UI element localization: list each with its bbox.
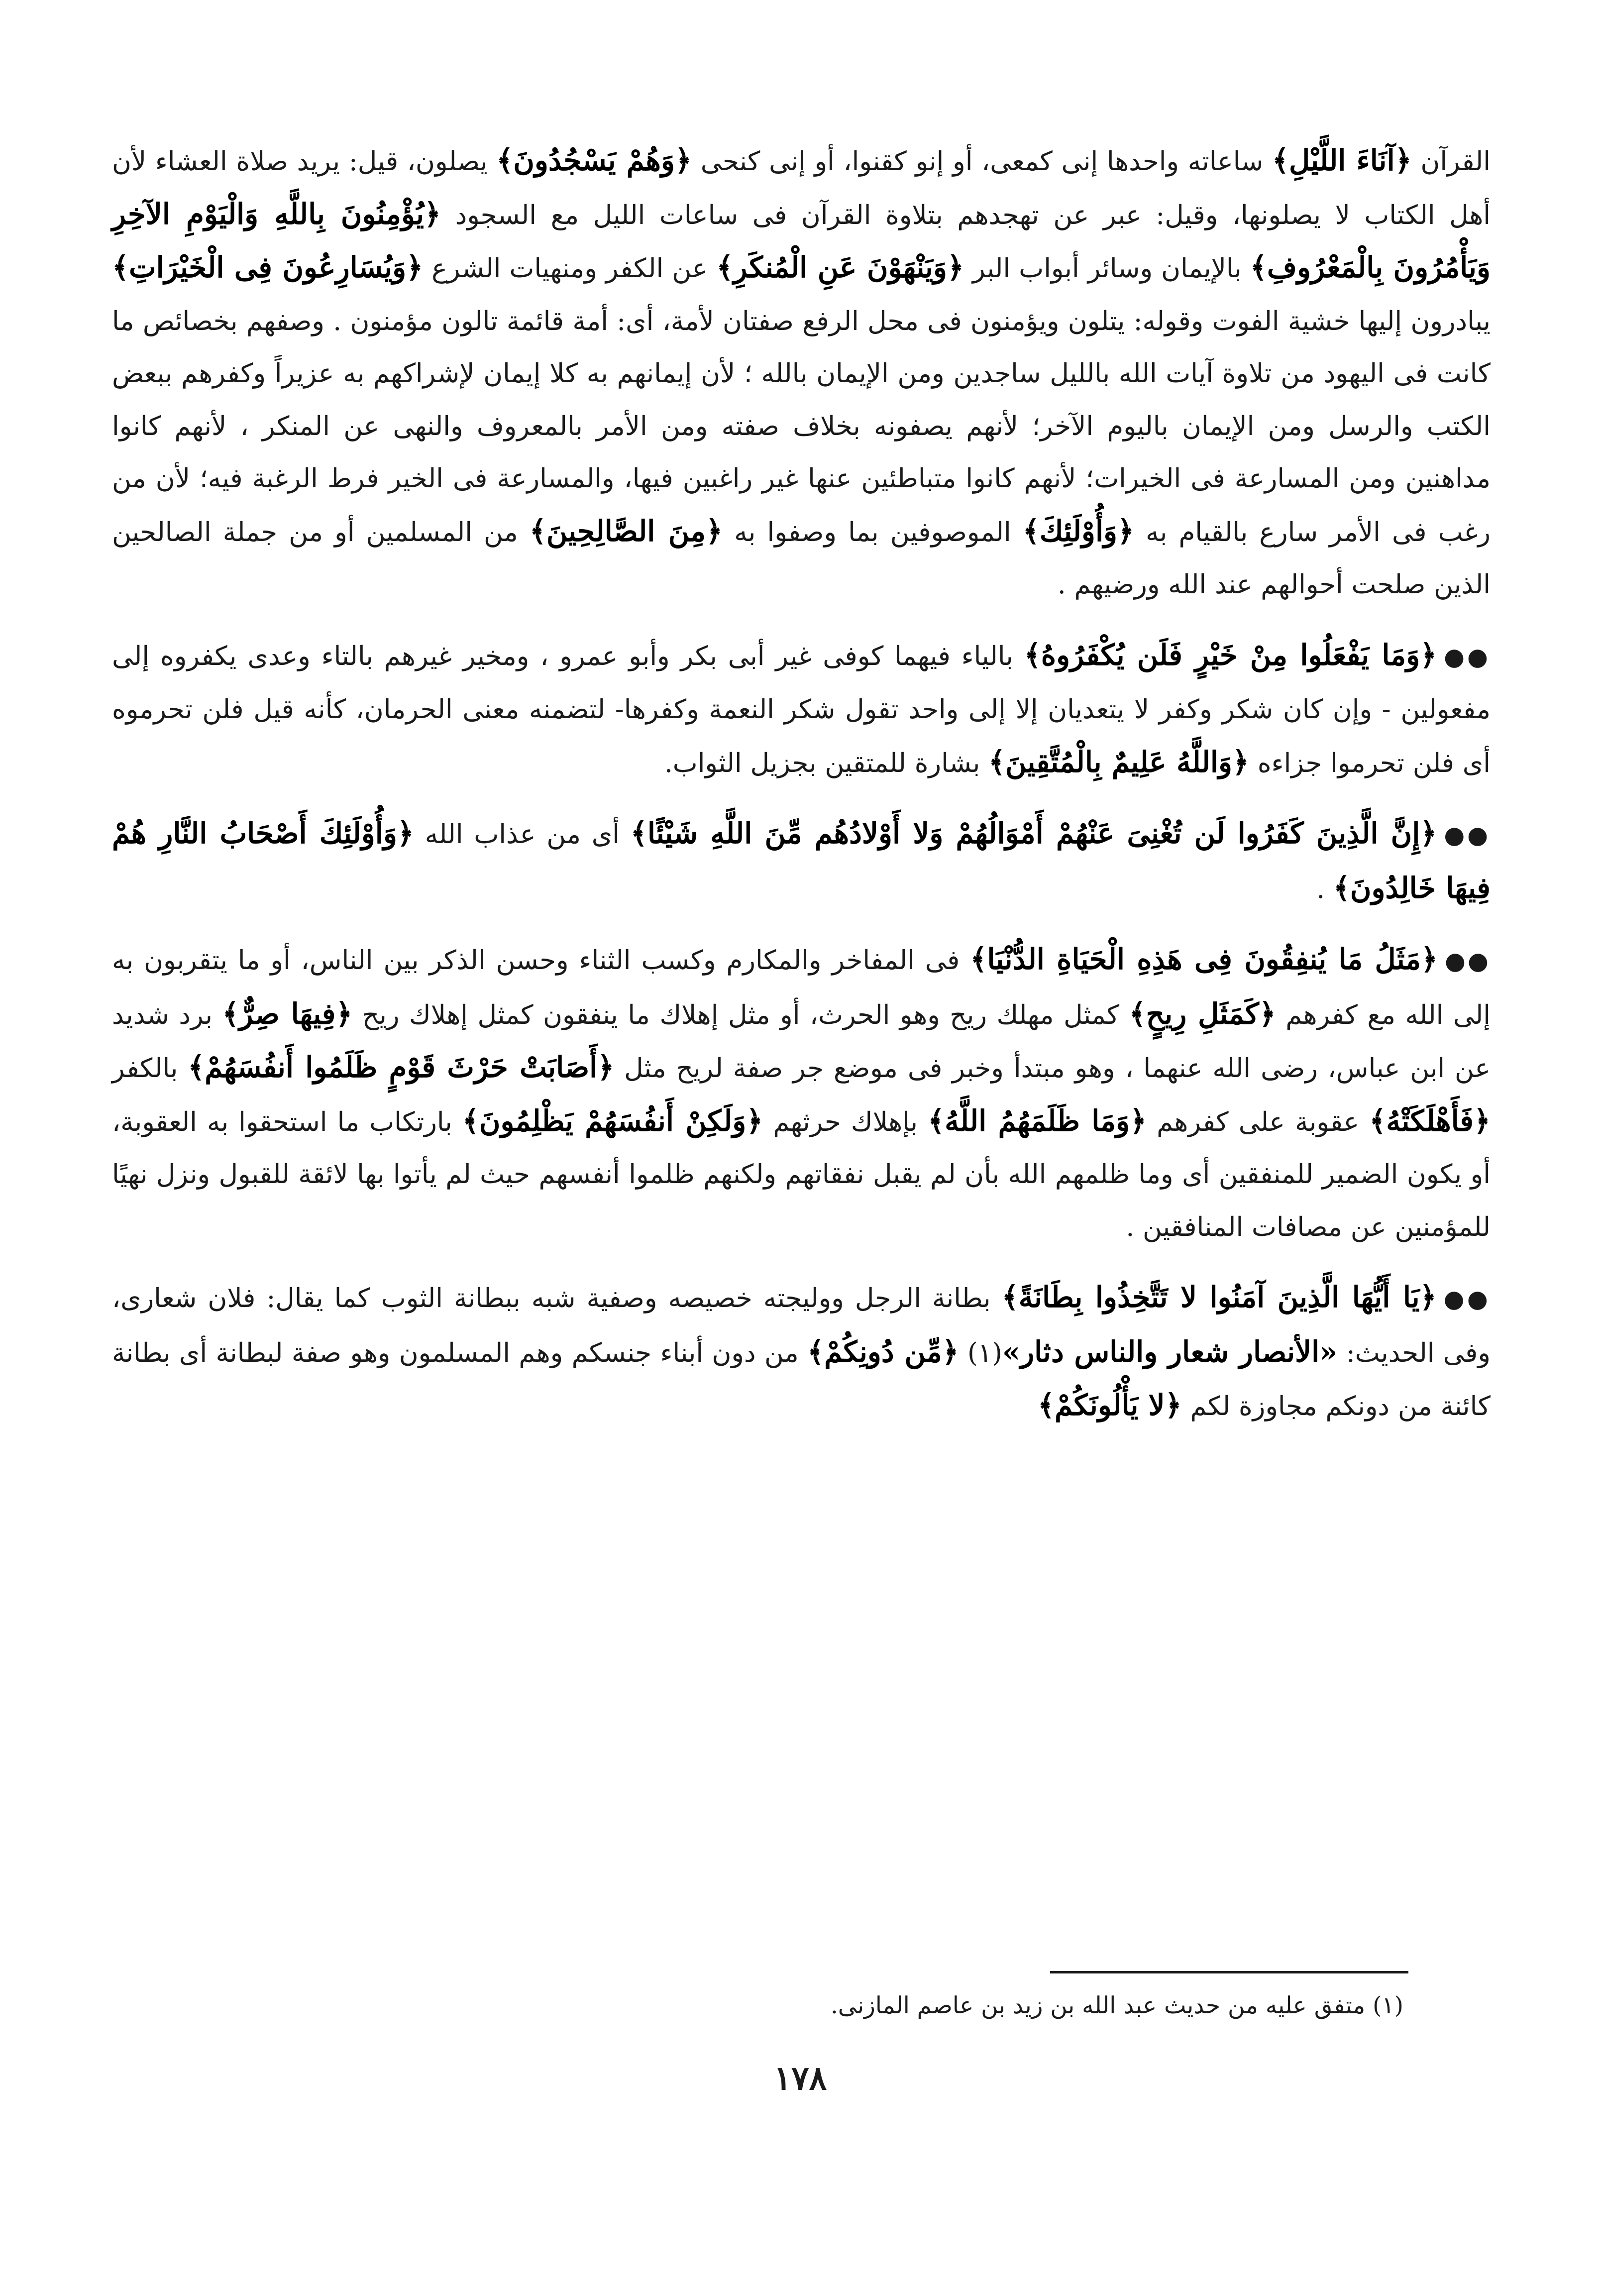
paragraph-1	[112, 134, 1491, 611]
paragraph-5	[112, 1271, 1491, 1433]
paragraph-gap	[112, 915, 1491, 933]
footnote-divider	[1050, 1971, 1408, 1973]
bullet-marker: ●●	[1445, 947, 1491, 975]
text-segment: من المسلمين أو من جملة الصالحين الذين صلحت أحوالهم عند الله ورضيهم .	[112, 517, 1491, 600]
text-segment: ساعاته واحدها إنى كمعى، أو إنو كقنوا، أو إنى كنحى	[691, 146, 1272, 177]
text-segment: بإهلاك حرثهم	[763, 1106, 928, 1137]
text-segment: بارتكاب ما استحقوا به العقوبة، أو يكون الضمير للمنفقين أى وما ظلمهم الله بأن لم يقبل نفقاتهم ولكنهم ظلموا أنفسهم حيث لم يأتوا بها لائقة للقبول ونزل نهيًا للمؤمنين عن مصافات المنافقين .	[112, 1106, 1491, 1242]
quran-verse: ﴿وَهُمْ يَسْجُدُونَ﴾	[496, 143, 692, 177]
text-segment: يبادرون إليها خشية الفوت وقوله: يتلون ويؤمنون فى محل الرفع صفتان لأمة، أى: أمة قائمة تالون مؤمنون . وصفهم بخصائص ما كانت فى اليهود من تلاوة آيات الله بالليل ساجدين ومن الإيمان بالله ؛ لأن إيمانهم به كلا إيمان لإشراكهم به عزيراً وكفرهم ببعض الكتب والرسل ومن الإيمان باليوم الآخر؛ لأنهم يصفونه بخلاف صفته ومن الأمر بالمعروف والنهى عن المنكر ، لأنهم كانوا مداهنين ومن المسارعة فى الخيرات؛ لأنهم كانوا متباطئين عنها غير راغبين فيها، والمسارعة فى الخير فرط الرغبة فيه؛ لأن من رغب فى الأمر سارع بالقيام به	[112, 306, 1491, 547]
quran-verse: ﴿يَا أَيُّهَا الَّذِينَ آمَنُوا لا تَتَّخِذُوا بِطَانَةً﴾	[1001, 1280, 1437, 1314]
text-segment: يصلون، قيل: يريد صلاة العشاء لأن أهل الكتاب لا يصلونها، وقيل: عبر عن تهجدهم بتلاوة القرآن فى ساعات الليل مع السجود	[112, 146, 1491, 230]
quran-verse: ﴿أَصَابَتْ حَرْثَ قَوْمٍ ظَلَمُوا أَنفُسَهُمْ﴾	[188, 1050, 615, 1084]
text-segment: عقوبة على كفرهم	[1147, 1106, 1370, 1137]
paragraph-4	[112, 933, 1491, 1253]
text-segment: برد شديد عن ابن عباس، رضى الله عنهما ، وهو مبتدأ وخبر فى موضع جر صفة لريح مثل	[112, 999, 1491, 1084]
text-segment: من دون أبناء جنسكم وهم المسلمون وهو صفة لبطانة أى بطانة كائنة من دونكم مجاوزة لكم	[112, 1337, 1491, 1421]
quran-verse: ﴿وَمَا ظَلَمَهُمُ اللَّهُ﴾	[928, 1103, 1147, 1138]
quran-verse: ﴿وَيُسَارِعُونَ فِى الْخَيْرَاتِ﴾	[112, 250, 424, 284]
text-segment: بالإيمان وسائر أبواب البر	[963, 253, 1250, 284]
quran-verse: ﴿إِنَّ الَّذِينَ كَفَرُوا لَن تُغْنِىَ عَنْهُمْ أَمْوَالُهُمْ وَلا أَوْلادُهُم مِّنَ اللَّهِ شَيْئًا﴾	[630, 816, 1437, 850]
bullet-marker: ●●	[1443, 1285, 1491, 1313]
text-segment: بطانة الرجل ووليجته خصيصه وصفية شبه ببطانة الثوب كما يقال: فلان شعارى، وفى الحديث:	[112, 1283, 1491, 1368]
footnote: (١) متفق عليه من حديث عبد الله بن زيد بن عاصم المازنى.	[830, 1992, 1403, 2019]
text-segment: كمثل مهلك ريح وهو الحرث، أو مثل إهلاك ما ينفقون كمثل إهلاك ريح	[352, 999, 1129, 1030]
text-segment: الموصوفين بما وصفوا به	[723, 517, 1023, 547]
bullet-marker: ●●	[1444, 643, 1491, 671]
quran-verse: ﴿مِّن دُونِكُمْ﴾	[807, 1334, 959, 1369]
text-segment: بشارة للمتقين بجزيل الثواب.	[664, 748, 989, 778]
quran-verse: ﴿آنَاءَ اللَّيْلِ﴾	[1272, 143, 1412, 177]
text-segment: فى المفاخر والمكارم وكسب الثناء وحسن الذكر بين الناس، أو ما يتقربون به إلى الله مع كفرهم	[112, 945, 1491, 1030]
text-segment: القرآن	[1411, 146, 1491, 177]
text-segment: أى من عذاب الله	[414, 819, 631, 850]
paragraph-gap	[112, 611, 1491, 629]
quran-verse: ﴿مِنَ الصَّالِحِينَ﴾	[529, 514, 723, 548]
quran-verse: ﴿وَمَا يَفْعَلُوا مِنْ خَيْرٍ فَلَن يُكْفَرُوهُ﴾	[1024, 638, 1437, 672]
quran-verse: ﴿وَأُوْلَئِكَ﴾	[1022, 514, 1135, 548]
quran-verse: ﴿وَأُوْلَئِكَ أَصْحَابُ النَّارِ هُمْ فِيهَا خَالِدُونَ﴾	[112, 816, 1491, 905]
quran-verse: ﴿فِيهَا صِرٌّ﴾	[222, 996, 353, 1031]
quran-verse: ﴿مَثَلُ مَا يُنفِقُونَ فِى هَذِهِ الْحَيَاةِ الدُّنْيَا﴾	[970, 942, 1438, 976]
paragraph-gap	[112, 1253, 1491, 1271]
paragraph-gap	[112, 789, 1491, 807]
text-segment: بالكفر	[112, 1053, 188, 1084]
quran-verse: ﴿لا يَأْلُونَكُمْ﴾	[1038, 1388, 1182, 1422]
quran-verse: ﴿كَمَثَلِ رِيحٍ﴾	[1129, 996, 1276, 1031]
hadith-quote: «الأنصار شعار والناس دثار»	[1002, 1334, 1338, 1369]
text-segment: .	[1316, 874, 1333, 904]
quran-verse: ﴿وَيَنْهَوْنَ عَنِ الْمُنكَرِ﴾	[716, 250, 964, 284]
quran-verse: ﴿وَلَكِنْ أَنفُسَهُمْ يَظْلِمُونَ﴾	[462, 1103, 763, 1138]
main-text	[112, 134, 1491, 1433]
paragraph-3	[112, 807, 1491, 915]
paragraph-2	[112, 629, 1491, 790]
text-segment: عن الكفر ومنهيات الشرع	[423, 253, 717, 284]
footnote-reference: (١)	[959, 1337, 1002, 1368]
quran-verse: ﴿يُؤْمِنُونَ بِاللَّهِ وَالْيَوْمِ الآخِرِ وَيَأْمُرُونَ بِالْمَعْرُوفِ﴾	[112, 197, 1491, 284]
quran-verse: ﴿وَاللَّهُ عَلِيمٌ بِالْمُتَّقِينَ﴾	[988, 745, 1250, 779]
text-segment: بالياء فيهما كوفى غير أبى بكر وأبو عمرو ، ومخير غيرهم بالتاء وعدى يكفروه إلى مفعولين - وإن كان شكر وكفر لا يتعديان إلا إلى واحد تقول شكر النعمة وكفرها- لتضمنه معنى الحرمان، كأنه قيل فلن تحرموه أى فلن تحرموا جزاءه	[112, 641, 1491, 778]
bullet-marker: ●●	[1444, 821, 1491, 849]
page-number: ١٧٨	[773, 2059, 827, 2097]
quran-verse: ﴿فَأَهْلَكَتْهُ﴾	[1369, 1103, 1491, 1138]
